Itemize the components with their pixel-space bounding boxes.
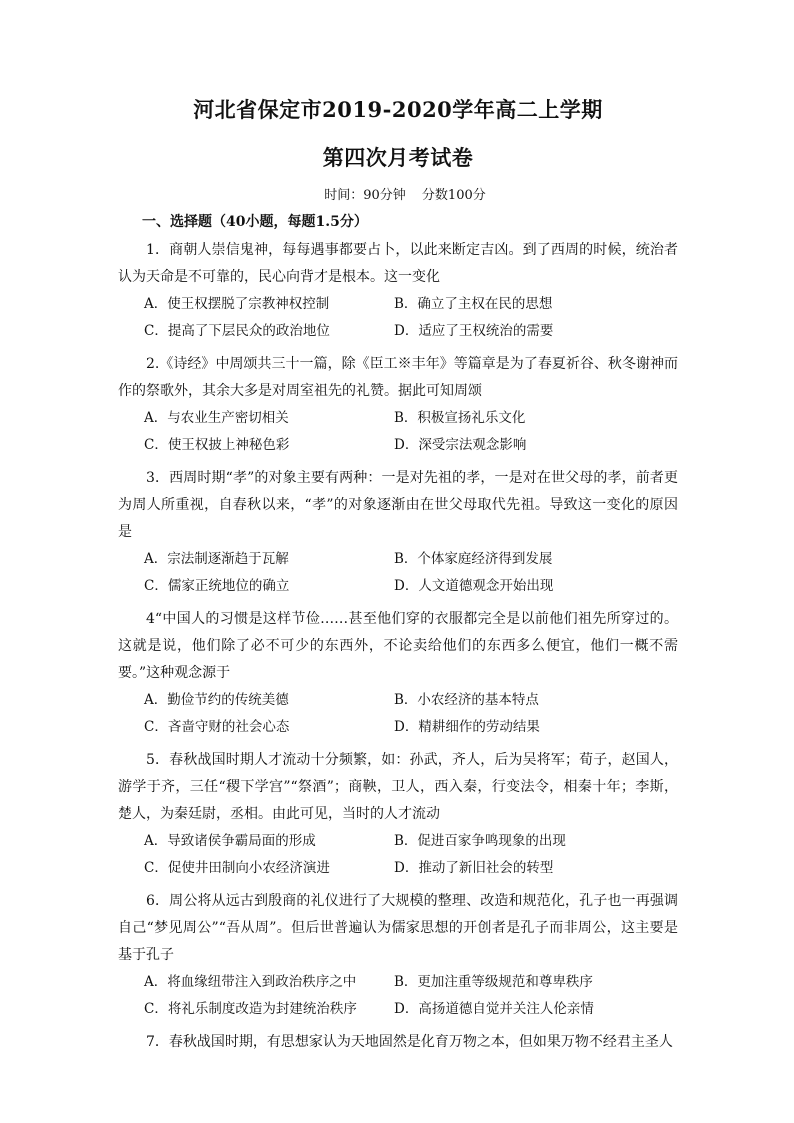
option-b: B．促进百家争鸣现象的出现: [394, 833, 566, 849]
question-stem: 3．西周时期“孝”的对象主要有两种：一是对先祖的孝，一是对在世父母的孝，前者更为周人所重视，自春秋以来，“孝”的对象逐渐由在世父母取代先祖。导致这一变化的原因是: [118, 470, 678, 540]
exam-title: 河北省保定市2019-2020学年高二上学期: [193, 97, 603, 122]
option-c: C．儒家正统地位的确立: [144, 578, 290, 594]
exam-time: 时间：90分钟: [324, 188, 406, 203]
exam-score: 分数100分: [421, 188, 486, 203]
question-stem: 1．商朝人崇信鬼神，每每遇事都要占卜，以此来断定吉凶。到了西周的时候，统治者认为天命是不可靠的，民心向背才是根本。这一变化: [118, 242, 678, 285]
question-2: [118, 351, 678, 459]
question-stem: 7．春秋战国时期，有思想家认为天地固然是化育万物之本，但如果万物不经君主圣人: [146, 1034, 673, 1050]
option-d: D．深受宗法观念影响: [394, 437, 527, 453]
option-b: B．个体家庭经济得到发展: [394, 551, 553, 567]
question-options: [118, 969, 678, 1023]
option-a: A．导致诸侯争霸局面的形成: [144, 833, 316, 849]
option-b: B．更加注重等级规范和尊卑秩序: [394, 974, 593, 990]
question-6: [118, 888, 678, 1023]
exam-meta: [118, 184, 678, 203]
option-a: A．与农业生产密切相关: [144, 410, 289, 426]
option-a: A．勤俭节约的传统美德: [144, 692, 289, 708]
question-options: [118, 405, 678, 459]
option-b: B．小农经济的基本特点: [394, 692, 539, 708]
question-options: [118, 546, 678, 600]
question-options: [118, 828, 678, 882]
question-3: [118, 465, 678, 600]
option-b: B．确立了主权在民的思想: [394, 296, 553, 312]
exam-subtitle: 第四次月考试卷: [322, 145, 474, 170]
question-1: [118, 237, 678, 345]
question-4: [118, 606, 678, 741]
option-a: A．使王权摆脱了宗教神权控制: [144, 296, 330, 312]
option-c: C．促使井田制向小农经济演进: [144, 860, 330, 876]
question-stem: 4“中国人的习惯是这样节俭……甚至他们穿的衣服都完全是以前他们祖先所穿过的。这就是说，他们除了必不可少的东西外，不论卖给他们的东西多么便宜，他们一概不需要。”这种观念源于: [118, 611, 678, 681]
option-c: C．将礼乐制度改造为封建统治秩序: [144, 1001, 357, 1017]
option-d: D．高扬道德自觉并关注人伦亲情: [394, 1001, 594, 1017]
question-options: [118, 687, 678, 741]
question-stem: 6．周公将从远古到殷商的礼仪进行了大规模的整理、改造和规范化，孔子也一再强调自己“梦见周公”“吾从周”。但后世普遍认为儒家思想的开创者是孔子而非周公，这主要是基于孔子: [118, 893, 678, 963]
option-d: D．人文道德观念开始出现: [394, 578, 554, 594]
section-heading: 一、选择题（40小题，每题1.5分）: [142, 214, 368, 230]
question-7: [118, 1029, 678, 1056]
option-c: C．使王权披上神秘色彩: [144, 437, 290, 453]
question-stem: 2.《诗经》中周颂共三十一篇，除《臣工※丰年》等篇章是为了春夏祈谷、秋冬谢神而作的祭歌外，其余大多是对周室祖先的礼赞。据此可知周颂: [118, 356, 678, 399]
option-d: D．适应了王权统治的需要: [394, 323, 554, 339]
option-a: A．将血缘纽带注入到政治秩序之中: [144, 974, 357, 990]
option-c: C．提高了下层民众的政治地位: [144, 323, 330, 339]
question-options: [118, 291, 678, 345]
question-5: [118, 747, 678, 882]
option-a: A．宗法制逐渐趋于瓦解: [144, 551, 289, 567]
option-b: B．积极宣扬礼乐文化: [394, 410, 526, 426]
option-d: D．推动了新旧社会的转型: [394, 860, 554, 876]
question-list: [118, 237, 678, 1056]
option-c: C．吝啬守财的社会心态: [144, 719, 290, 735]
question-stem: 5．春秋战国时期人才流动十分频繁，如：孙武，齐人，后为吴将军；荀子，赵国人，游学于齐，三任“稷下学宫”“祭酒”；商鞅，卫人，西入秦，行变法令，相秦十年；李斯，楚人，为秦廷尉，丞相。由此可见，当时的人才流动: [118, 752, 678, 822]
option-d: D．精耕细作的劳动结果: [394, 719, 540, 735]
